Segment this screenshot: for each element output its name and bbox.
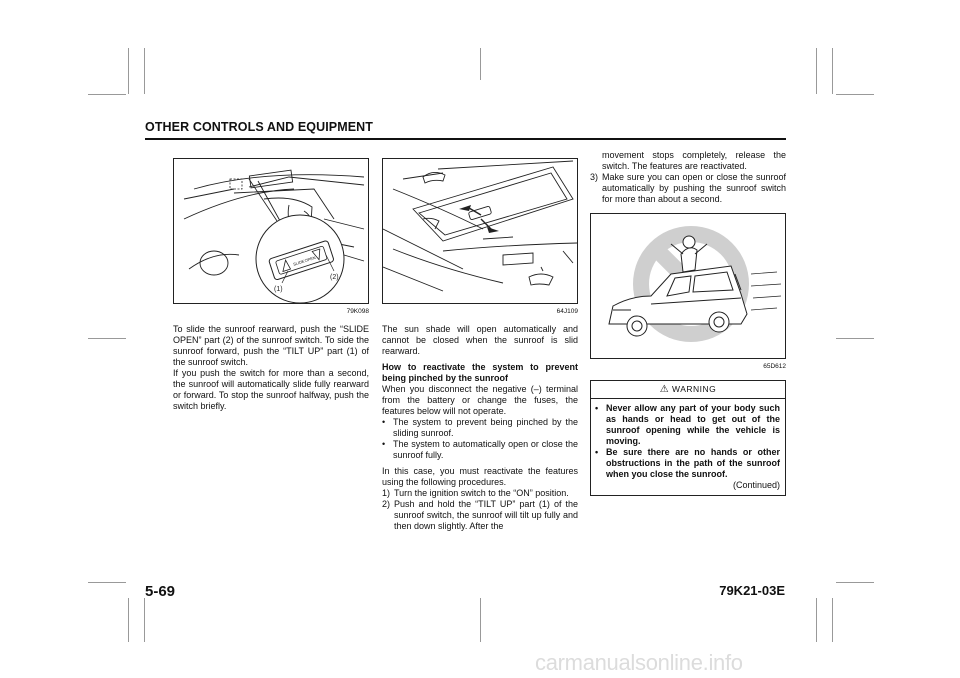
crop-mark [128, 598, 129, 642]
list-item: • Be sure there are no hands or other obstructions in the path of the sunroof when you close the sunroof. [595, 447, 780, 479]
page-number: 5-69 [145, 583, 176, 600]
bullet-icon: • [595, 403, 599, 413]
continued-label: (Continued) [732, 480, 780, 490]
document-code: 79K21-03E [719, 583, 785, 598]
list-item: 1) Turn the ignition switch to the “ON” position. [382, 488, 569, 498]
figure-code: 64J109 [556, 308, 578, 315]
crop-mark [480, 598, 481, 642]
list-item: • The system to prevent being pinched by the sliding sunroof. [382, 417, 578, 438]
crop-mark [144, 598, 145, 642]
column-middle [382, 158, 578, 532]
crop-mark [88, 94, 126, 95]
crop-mark [816, 48, 817, 94]
figure-code: 65D612 [763, 363, 786, 370]
paragraph: The sun shade will open automatically and cannot be closed when the sunroof is slid rearward. [382, 324, 578, 356]
paragraph: To slide the sunroof rearward, push the “SLIDE OPEN” part (2) of the sunroof switch. To side the sunroof forward, push the “TILT UP” part (1) of the sunroof switch. [173, 324, 369, 367]
bullet-icon: • [595, 447, 599, 457]
column-right [590, 150, 786, 496]
sun-shade-figure [382, 158, 578, 304]
crop-mark [836, 582, 874, 583]
header-rule [145, 138, 786, 140]
sun-shade-illustration [383, 159, 577, 303]
svg-text:SLIDE: SLIDE [292, 258, 306, 267]
sunroof-switch-figure [173, 158, 369, 304]
bullet-list [382, 417, 578, 461]
numbered-list [590, 150, 786, 205]
prohibited-car-illustration [591, 214, 785, 358]
paragraph: In this case, you must reactivate the features using the following procedures. [382, 466, 578, 487]
paragraph: When you disconnect the negative (–) terminal from the battery or change the fuses, the features below will not operate. [382, 384, 578, 416]
bullet-icon: • [382, 417, 386, 427]
svg-text:OPEN: OPEN [303, 254, 317, 264]
crop-mark [480, 48, 481, 80]
warning-car-figure [590, 213, 786, 359]
callout-label-1: (1) [274, 286, 283, 293]
list-item: 3) Make sure you can open or close the sunroof automatically by pushing the sunroof switch for more than about a second. [590, 172, 786, 204]
crop-mark [832, 48, 833, 94]
bullet-icon: • [382, 439, 386, 449]
crop-mark [832, 598, 833, 642]
crop-mark [144, 48, 145, 94]
crop-mark [816, 598, 817, 642]
crop-mark [128, 48, 129, 94]
figure-code: 79K098 [346, 308, 369, 315]
warning-triangle-icon: ⚠ [659, 384, 670, 395]
warning-header [591, 381, 785, 399]
warning-box [590, 380, 786, 496]
numbered-list [382, 488, 578, 532]
list-item: 2) Push and hold the “TILT UP” part (1) of the sunroof switch, the sunroof will tilt up fully and then down slightly. After the [382, 499, 578, 531]
watermark: carmanualsonline.info [535, 650, 743, 675]
column-left [173, 158, 369, 412]
list-item: movement stops completely, release the switch. The features are reactivated. [602, 150, 786, 171]
paragraph: If you push the switch for more than a second, the sunroof will automatically slide fully rearward or forward. To stop the sunroof halfway, push the switch briefly. [173, 368, 369, 411]
list-item: • The system to automatically open or close the sunroof fully. [382, 439, 578, 460]
warning-body [591, 399, 785, 495]
sunroof-switch-illustration [174, 159, 368, 303]
list-item: • Never allow any part of your body such as hands or head to get out of the sunroof opening while the vehicle is moving. [595, 403, 780, 446]
crop-mark [836, 338, 874, 339]
crop-mark [836, 94, 874, 95]
warning-title: WARNING [672, 384, 717, 394]
callout-label-2: (2) [330, 274, 339, 281]
crop-mark [88, 338, 126, 339]
crop-mark [88, 582, 126, 583]
section-heading: How to reactivate the system to prevent being pinched by the sunroof [382, 362, 578, 383]
warning-list [595, 403, 780, 480]
section-title: OTHER CONTROLS AND EQUIPMENT [145, 120, 374, 134]
